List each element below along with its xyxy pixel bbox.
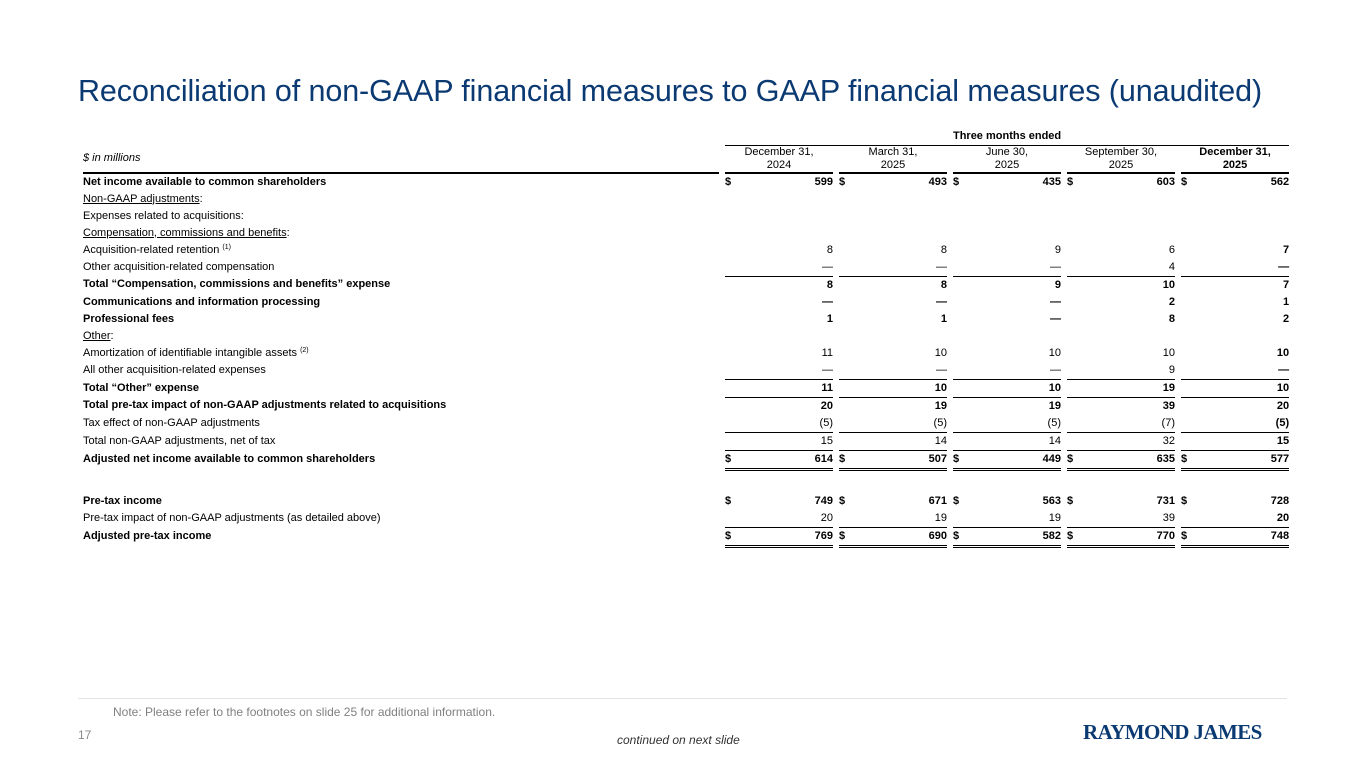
value-cell: — — [822, 260, 833, 273]
value-cell: 749 — [814, 494, 833, 507]
currency-cell — [1067, 259, 1079, 277]
units-label: $ in millions — [83, 145, 719, 173]
super-header-row — [83, 128, 1289, 145]
page-title: Reconciliation of non-GAAP financial measures to GAAP financial measures (unaudited) — [78, 74, 1263, 108]
footnote: Note: Please refer to the footnotes on slide 25 for additional information. — [113, 705, 496, 719]
value-cell: 20 — [1276, 511, 1290, 524]
value-cell: 563 — [1042, 494, 1061, 507]
currency-cell — [839, 191, 851, 208]
currency-cell — [953, 208, 965, 225]
value-cell: (5) — [1275, 416, 1290, 429]
value-cell: 582 — [965, 527, 1061, 546]
row-label-text: Total pre-tax impact of non-GAAP adjustments related to acquisitions — [83, 399, 447, 412]
row-label — [83, 208, 719, 225]
row-label — [83, 432, 719, 450]
row-label — [83, 493, 719, 510]
value-cell: 8 — [1168, 312, 1175, 325]
value-cell: 603 — [1156, 175, 1175, 188]
currency-cell: $ — [725, 450, 737, 469]
currency-cell — [839, 294, 851, 311]
currency-cell: $ — [839, 175, 846, 188]
value-cell — [737, 328, 833, 345]
currency-cell: $ — [1181, 450, 1193, 469]
continued-note: continued on next slide — [617, 733, 740, 747]
currency-cell — [953, 510, 965, 528]
column-header-line1: December 31, — [744, 145, 814, 158]
value-cell: (5) — [933, 416, 947, 429]
row-label — [83, 328, 719, 345]
value-cell: 4 — [1168, 260, 1175, 273]
currency-cell — [1067, 208, 1079, 225]
value-cell: 9 — [965, 276, 1061, 294]
table-row — [83, 397, 1289, 415]
value-cell — [737, 225, 833, 242]
value-cell — [851, 208, 947, 225]
currency-cell — [839, 259, 851, 277]
row-label-text: Amortization of identifiable intangible assets — [83, 346, 301, 359]
column-header-line2: 2025 — [1108, 158, 1134, 171]
period-group-header: Three months ended — [725, 128, 1289, 145]
column-header — [1067, 145, 1175, 173]
currency-cell — [1181, 379, 1193, 397]
row-label — [83, 397, 719, 415]
value-cell: 614 — [737, 450, 833, 469]
currency-cell — [1067, 276, 1079, 294]
value-cell — [851, 191, 947, 208]
value-cell: 748 — [1193, 527, 1289, 546]
currency-cell — [725, 415, 737, 433]
currency-cell — [1181, 362, 1193, 380]
currency-cell — [725, 345, 737, 362]
value-cell: — — [1050, 295, 1061, 308]
column-header-line2: 2025 — [994, 158, 1020, 171]
currency-cell — [1181, 242, 1193, 259]
row-label — [83, 510, 719, 528]
currency-cell: $ — [1181, 527, 1193, 546]
currency-cell — [1181, 328, 1193, 345]
currency-cell: $ — [839, 527, 851, 546]
column-header-row — [83, 145, 1289, 173]
label-suffix: : — [199, 192, 203, 205]
value-cell: 8 — [826, 243, 833, 256]
currency-cell — [1181, 345, 1193, 362]
currency-cell — [839, 362, 851, 380]
currency-cell — [1067, 311, 1079, 328]
row-label-text: Total non-GAAP adjustments, net of tax — [83, 434, 276, 447]
currency-cell — [839, 379, 851, 397]
value-cell: 7 — [1193, 276, 1289, 294]
column-header-line1: June 30, — [985, 145, 1029, 158]
value-cell: 19 — [851, 397, 947, 415]
value-cell: 770 — [1079, 527, 1175, 546]
column-header — [839, 145, 947, 173]
table-row — [83, 173, 1289, 191]
value-cell: 10 — [1193, 379, 1289, 397]
row-label-text: Compensation, commissions and benefits — [83, 226, 287, 239]
currency-cell — [725, 242, 737, 259]
value-cell: 731 — [1156, 494, 1175, 507]
currency-cell — [1067, 379, 1079, 397]
value-cell: 6 — [1168, 243, 1175, 256]
column-header-line2: 2025 — [1222, 158, 1248, 171]
value-cell: 10 — [965, 379, 1061, 397]
currency-cell — [725, 510, 737, 528]
value-cell: (5) — [1047, 416, 1061, 429]
row-label — [83, 362, 719, 380]
currency-cell — [725, 311, 737, 328]
reconciliation-table — [83, 128, 1289, 548]
currency-cell — [725, 259, 737, 277]
currency-cell — [839, 510, 851, 528]
row-label-text: Other acquisition-related compensation — [83, 260, 275, 273]
currency-cell — [953, 432, 965, 450]
currency-cell — [953, 362, 965, 380]
value-cell — [1193, 208, 1289, 225]
currency-cell — [953, 259, 965, 277]
value-cell: 9 — [1054, 243, 1061, 256]
row-label — [83, 242, 719, 259]
table-row — [83, 510, 1289, 528]
currency-cell — [839, 432, 851, 450]
currency-cell — [1067, 191, 1079, 208]
value-cell: 435 — [1042, 175, 1061, 188]
currency-cell — [725, 328, 737, 345]
value-cell: 599 — [814, 175, 833, 188]
currency-cell: $ — [1181, 494, 1188, 507]
value-cell: 10 — [1079, 276, 1175, 294]
value-cell: — — [1050, 363, 1061, 376]
currency-cell — [1181, 276, 1193, 294]
footnote-marker: (2) — [300, 346, 309, 354]
value-cell: 39 — [1162, 511, 1175, 524]
value-cell: 20 — [1193, 397, 1289, 415]
table-row — [83, 328, 1289, 345]
value-cell — [965, 225, 1061, 242]
value-cell: 577 — [1193, 450, 1289, 469]
table-row — [83, 242, 1289, 259]
value-cell: (5) — [819, 416, 833, 429]
currency-cell — [839, 311, 851, 328]
logo-wordmark: RAYMOND JAMES — [1083, 720, 1262, 744]
value-cell: 10 — [1162, 346, 1175, 359]
currency-cell — [1181, 415, 1193, 433]
currency-cell — [725, 397, 737, 415]
value-cell: 493 — [928, 175, 947, 188]
row-label-text: Adjusted pre-tax income — [83, 530, 212, 542]
value-cell — [737, 191, 833, 208]
table-row — [83, 225, 1289, 242]
value-cell: — — [1050, 260, 1061, 273]
label-suffix: : — [110, 329, 114, 342]
currency-cell — [953, 191, 965, 208]
value-cell: 20 — [737, 397, 833, 415]
currency-cell — [1181, 208, 1193, 225]
currency-cell: $ — [725, 175, 732, 188]
currency-cell — [1181, 311, 1193, 328]
currency-cell — [1181, 397, 1193, 415]
currency-cell — [1067, 345, 1079, 362]
currency-cell: $ — [725, 494, 732, 507]
row-label-text: Pre-tax impact of non-GAAP adjustments (as detailed above) — [83, 511, 381, 524]
value-cell: 8 — [940, 243, 947, 256]
currency-cell — [839, 415, 851, 433]
currency-cell — [1067, 294, 1079, 311]
value-cell: 2 — [1283, 312, 1290, 325]
currency-cell — [953, 415, 965, 433]
currency-cell — [1067, 225, 1079, 242]
value-cell: 20 — [820, 511, 833, 524]
table-row — [83, 191, 1289, 208]
value-cell — [1079, 208, 1175, 225]
value-cell — [1079, 225, 1175, 242]
currency-cell: $ — [953, 527, 965, 546]
column-header — [1181, 145, 1289, 173]
currency-cell — [953, 397, 965, 415]
currency-cell — [1067, 397, 1079, 415]
table-row — [83, 415, 1289, 433]
table-row — [83, 259, 1289, 277]
value-cell: 19 — [965, 397, 1061, 415]
value-cell: 1 — [1283, 295, 1290, 308]
row-label — [83, 379, 719, 397]
table-row — [83, 311, 1289, 328]
table-row — [83, 294, 1289, 311]
value-cell — [737, 208, 833, 225]
row-label-text: Non-GAAP adjustments — [83, 192, 200, 205]
currency-cell — [1067, 510, 1079, 528]
column-header-line1: March 31, — [868, 145, 918, 158]
value-cell: 562 — [1270, 175, 1290, 188]
currency-cell — [1181, 259, 1193, 277]
value-cell — [1193, 328, 1289, 345]
row-label — [83, 311, 719, 328]
value-cell: — — [1050, 312, 1061, 325]
currency-cell: $ — [839, 494, 846, 507]
currency-cell: $ — [839, 450, 851, 469]
currency-cell — [1181, 225, 1193, 242]
row-label — [83, 191, 719, 208]
value-cell: — — [936, 260, 947, 273]
currency-cell — [725, 276, 737, 294]
value-cell: 8 — [737, 276, 833, 294]
value-cell: 8 — [851, 276, 947, 294]
value-cell: 635 — [1079, 450, 1175, 469]
currency-cell — [725, 191, 737, 208]
value-cell: — — [822, 363, 833, 376]
currency-cell: $ — [1067, 450, 1079, 469]
currency-cell — [725, 432, 737, 450]
row-label-text: Acquisition-related retention — [83, 243, 223, 256]
value-cell: 10 — [1276, 346, 1290, 359]
value-cell: 2 — [1168, 295, 1175, 308]
column-header-line2: 2025 — [880, 158, 906, 171]
value-cell: — — [1278, 363, 1290, 376]
value-cell: 1 — [826, 312, 833, 325]
value-cell: 19 — [1079, 379, 1175, 397]
row-label-text: Total “Compensation, commissions and benefits” expense — [83, 278, 391, 291]
value-cell — [851, 328, 947, 345]
value-cell: 9 — [1168, 363, 1175, 376]
currency-cell: $ — [1067, 175, 1074, 188]
table-row — [83, 493, 1289, 510]
row-label-text: Other — [83, 329, 111, 342]
column-header — [953, 145, 1061, 173]
value-cell: 7 — [1283, 243, 1290, 256]
value-cell: 671 — [928, 494, 947, 507]
spacer-cell — [83, 469, 1289, 493]
currency-cell: $ — [725, 527, 737, 546]
row-label — [83, 527, 719, 546]
row-label — [83, 345, 719, 362]
currency-cell: $ — [953, 494, 960, 507]
value-cell — [1193, 191, 1289, 208]
row-label — [83, 276, 719, 294]
table-row — [83, 379, 1289, 397]
value-cell: — — [936, 295, 947, 308]
row-label — [83, 450, 719, 469]
value-cell: 507 — [851, 450, 947, 469]
value-cell: — — [822, 295, 833, 308]
currency-cell — [839, 345, 851, 362]
footnote-marker: (1) — [222, 243, 231, 251]
value-cell: 11 — [821, 346, 833, 359]
column-header-line1: September 30, — [1084, 145, 1158, 158]
currency-cell — [1067, 432, 1079, 450]
row-label-text: Net income available to common shareholders — [83, 175, 327, 188]
value-cell: 15 — [737, 432, 833, 450]
value-cell: 14 — [851, 432, 947, 450]
value-cell: (7) — [1161, 416, 1175, 429]
spacer-row — [83, 469, 1289, 493]
value-cell: 10 — [851, 379, 947, 397]
row-label — [83, 259, 719, 277]
value-cell: 449 — [965, 450, 1061, 469]
currency-cell — [839, 328, 851, 345]
currency-cell — [953, 276, 965, 294]
currency-cell — [1067, 415, 1079, 433]
value-cell: 19 — [934, 511, 947, 524]
row-label-text: Total “Other” expense — [83, 381, 199, 394]
table-row — [83, 345, 1289, 362]
value-cell: 11 — [737, 379, 833, 397]
raymond-james-logo — [1083, 720, 1289, 745]
row-label-text: Adjusted net income available to common shareholders — [83, 453, 376, 465]
column-header-line1: December 31, — [1199, 145, 1271, 158]
value-cell — [1079, 191, 1175, 208]
currency-cell — [839, 208, 851, 225]
currency-cell: $ — [1067, 527, 1079, 546]
row-label — [83, 415, 719, 433]
value-cell: 1 — [940, 312, 947, 325]
page-number: 17 — [78, 728, 92, 742]
table-row — [83, 276, 1289, 294]
label-suffix: : — [286, 226, 290, 239]
row-label-text: Expenses related to acquisitions: — [83, 209, 244, 222]
row-label-text: Communications and information processing — [83, 295, 321, 308]
currency-cell — [839, 276, 851, 294]
currency-cell — [839, 242, 851, 259]
row-label-text: All other acquisition-related expenses — [83, 363, 266, 376]
value-cell — [965, 208, 1061, 225]
table-row — [83, 527, 1289, 546]
value-cell: — — [936, 363, 947, 376]
value-cell: 39 — [1079, 397, 1175, 415]
column-header-line2: 2024 — [766, 158, 792, 171]
currency-cell: $ — [953, 175, 960, 188]
currency-cell: $ — [953, 450, 965, 469]
table-row — [83, 208, 1289, 225]
value-cell: 769 — [737, 527, 833, 546]
currency-cell — [1181, 294, 1193, 311]
currency-cell: $ — [1067, 494, 1074, 507]
currency-cell — [953, 311, 965, 328]
column-header — [725, 145, 833, 173]
row-label — [83, 173, 719, 191]
row-label — [83, 225, 719, 242]
value-cell: 15 — [1193, 432, 1289, 450]
currency-cell — [1067, 242, 1079, 259]
row-label-text: Tax effect of non-GAAP adjustments — [83, 416, 260, 429]
value-cell — [965, 191, 1061, 208]
value-cell: 690 — [851, 527, 947, 546]
table-row — [83, 450, 1289, 469]
currency-cell — [1181, 191, 1193, 208]
value-cell: 728 — [1270, 494, 1290, 507]
currency-cell — [725, 208, 737, 225]
value-cell: 14 — [965, 432, 1061, 450]
value-cell: 10 — [934, 346, 947, 359]
currency-cell — [1181, 510, 1193, 528]
row-label-text: Pre-tax income — [83, 494, 162, 507]
value-cell: 10 — [1048, 346, 1061, 359]
value-cell — [1079, 328, 1175, 345]
currency-cell — [1181, 432, 1193, 450]
footer-divider — [78, 698, 1287, 699]
currency-cell — [953, 345, 965, 362]
currency-cell — [839, 397, 851, 415]
value-cell: — — [1278, 260, 1290, 273]
value-cell: 19 — [1048, 511, 1061, 524]
table-row — [83, 362, 1289, 380]
currency-cell: $ — [1181, 175, 1188, 188]
value-cell: 32 — [1079, 432, 1175, 450]
row-label-text: Professional fees — [83, 312, 175, 325]
currency-cell — [725, 294, 737, 311]
currency-cell — [953, 328, 965, 345]
currency-cell — [953, 225, 965, 242]
currency-cell — [725, 225, 737, 242]
currency-cell — [725, 379, 737, 397]
currency-cell — [725, 362, 737, 380]
value-cell — [965, 328, 1061, 345]
currency-cell — [1067, 328, 1079, 345]
row-label — [83, 294, 719, 311]
currency-cell — [1067, 362, 1079, 380]
table-row — [83, 432, 1289, 450]
currency-cell — [953, 379, 965, 397]
currency-cell — [953, 242, 965, 259]
value-cell — [1193, 225, 1289, 242]
currency-cell — [953, 294, 965, 311]
value-cell — [851, 225, 947, 242]
currency-cell — [839, 225, 851, 242]
